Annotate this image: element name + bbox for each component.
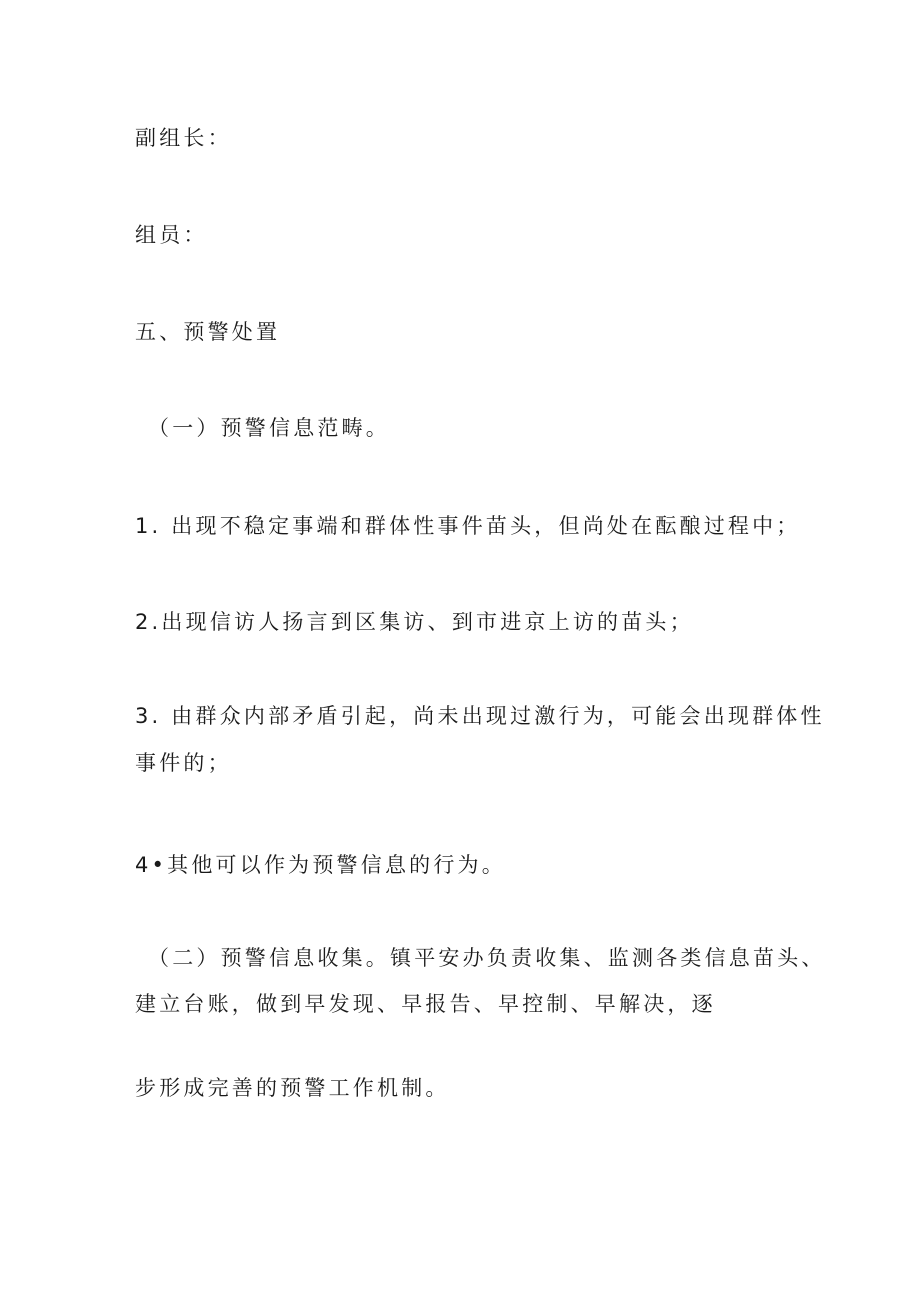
subsection-heading-1: （一）预警信息范畴。: [148, 416, 390, 440]
list-item-2: 2.出现信访人扬言到区集访、到市进京上访的苗头；: [135, 610, 694, 634]
list-item-3-line-1: 3. 由群众内部矛盾引起，尚未出现过激行为，可能会出现群体性: [135, 704, 825, 728]
list-item-3-line-2: 事件的；: [135, 751, 232, 775]
subsection-2-line-2: 建立台账，做到早发现、早报告、早控制、早解决，逐: [135, 992, 716, 1016]
list-item-4: 4•其他可以作为预警信息的行为。: [135, 853, 506, 877]
list-item-1: 1. 出现不稳定事端和群体性事件苗头，但尚处在酝酿过程中；: [135, 514, 801, 538]
members-label: 组员：: [135, 223, 208, 247]
deputy-leader-label: 副组长：: [135, 126, 232, 150]
section-heading: 五、预警处置: [135, 320, 281, 344]
subsection-2-line-3: 步形成完善的预警工作机制。: [135, 1076, 450, 1100]
subsection-2-line-1: （二）预警信息收集。镇平安办负责收集、监测各类信息苗头、: [148, 946, 826, 970]
